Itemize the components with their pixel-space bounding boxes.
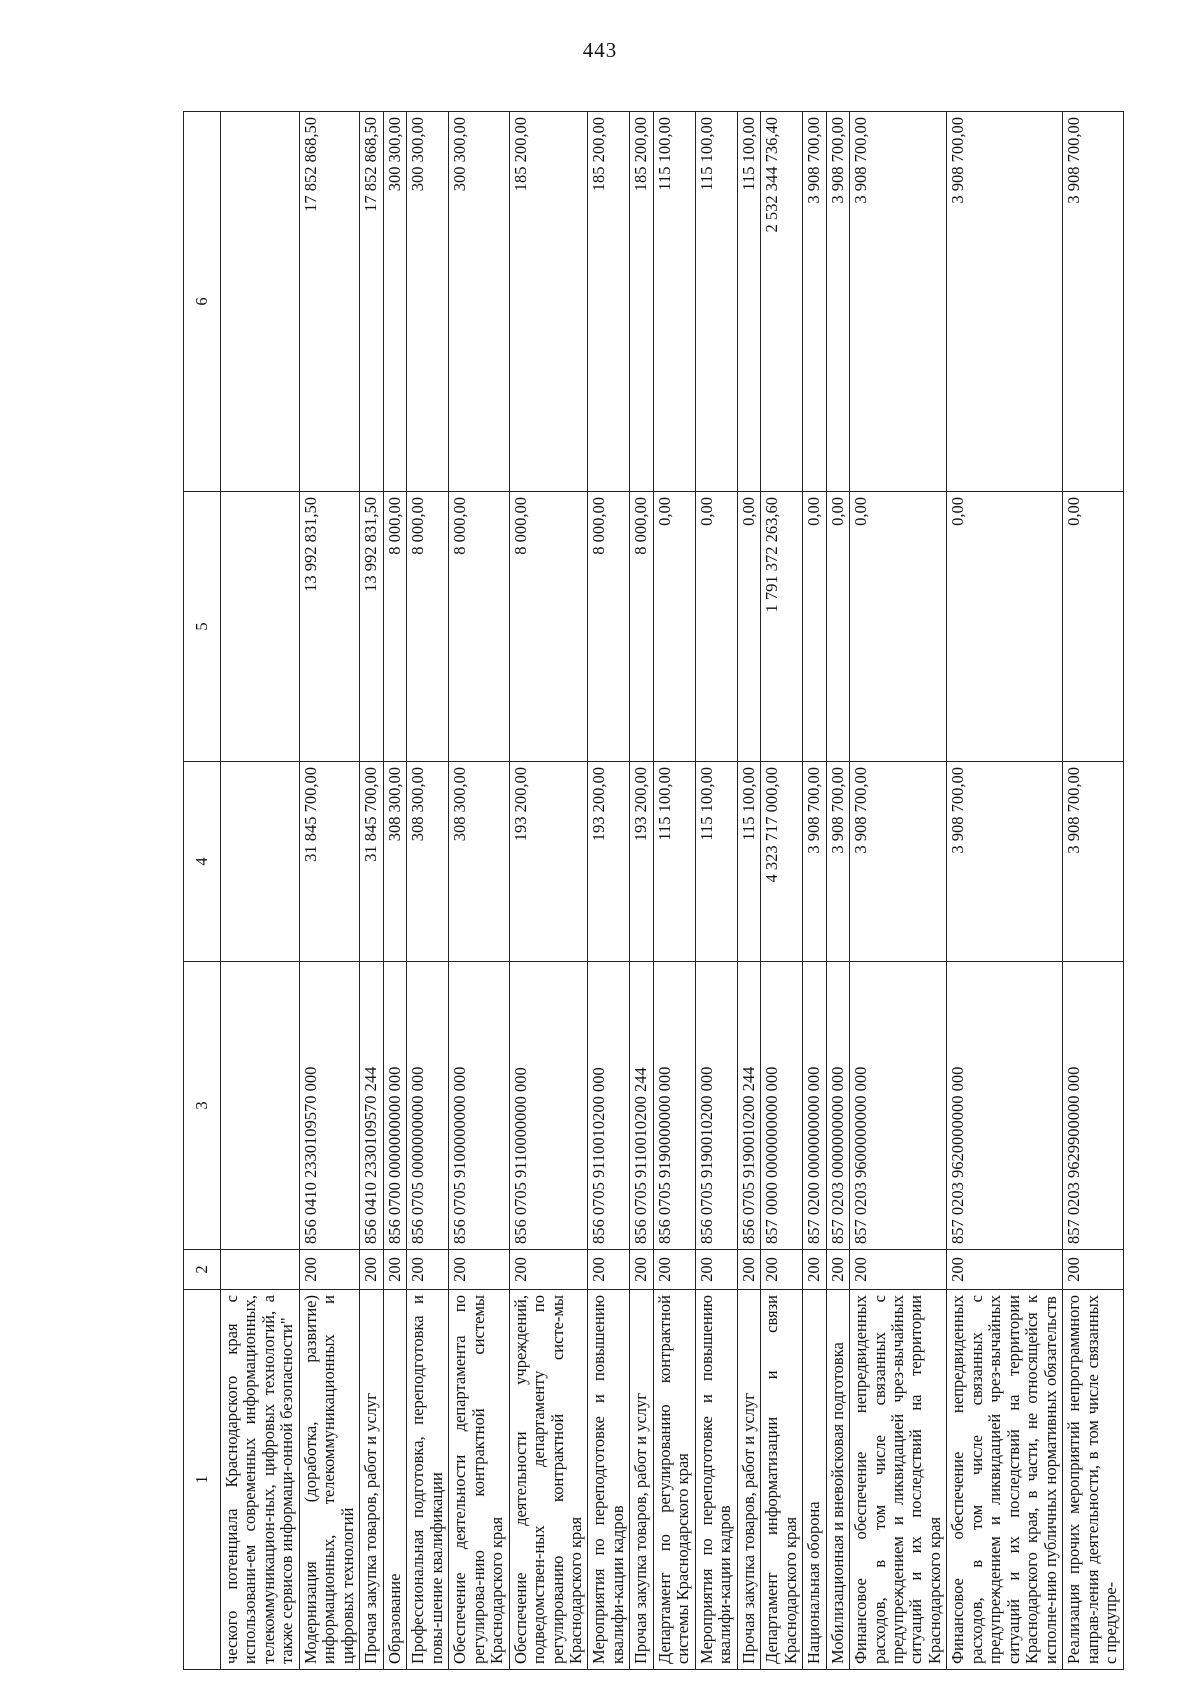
description-cell: Мероприятия по переподготовке и повышению квалифи-кации кадров xyxy=(695,1290,737,1670)
description-cell: Прочая закупка товаров, работ и услуг xyxy=(360,1290,383,1670)
amount-col6-cell: 3 908 700,00 xyxy=(1063,112,1123,492)
table-row xyxy=(360,112,383,1670)
amount-col4-cell: 3 908 700,00 xyxy=(826,762,849,962)
amount-col6-cell: 300 300,00 xyxy=(449,112,509,492)
amount-col6-cell: 3 908 700,00 xyxy=(803,112,826,492)
column-header-6: 6 xyxy=(184,112,221,492)
table-row xyxy=(653,112,695,1670)
description-cell: Мероприятия по переподготовке и повышению квалифи-кации кадров xyxy=(588,1290,630,1670)
amount-col6-cell: 115 100,00 xyxy=(653,112,695,492)
code-cell: 200 xyxy=(826,1250,849,1290)
amount-col5-cell: 0,00 xyxy=(947,492,1063,762)
amount-col4-cell: 193 200,00 xyxy=(630,762,653,962)
amount-col6-cell: 3 908 700,00 xyxy=(947,112,1063,492)
amount-col4-cell: 308 300,00 xyxy=(407,762,449,962)
table-body xyxy=(221,112,1124,1670)
table-row xyxy=(695,112,737,1670)
code-cell: 200 xyxy=(695,1250,737,1290)
description-cell: Модернизация (доработка, развитие) информационных, телекоммуникационных и цифровых технологий xyxy=(299,1290,359,1670)
description-cell: Финансовое обеспечение непредвиденных расходов, в том числе связанных с предупреждением и ликвидацией чрез-вычайных ситуаций и их последствий на территории Краснодарского края xyxy=(850,1290,947,1670)
classification-code-cell: 856 0705 9100000000 000 xyxy=(449,962,509,1250)
amount-col6-cell: 300 300,00 xyxy=(383,112,406,492)
amount-col5-cell: 0,00 xyxy=(826,492,849,762)
table-row xyxy=(630,112,653,1670)
amount-col6-cell: 115 100,00 xyxy=(695,112,737,492)
description-cell: Прочая закупка товаров, работ и услуг xyxy=(630,1290,653,1670)
column-header-1: 1 xyxy=(184,1290,221,1670)
amount-col6-cell: 3 908 700,00 xyxy=(850,112,947,492)
code-cell: 200 xyxy=(588,1250,630,1290)
amount-col6-cell: 3 908 700,00 xyxy=(826,112,849,492)
table-row xyxy=(850,112,947,1670)
amount-col5-cell: 8 000,00 xyxy=(588,492,630,762)
code-cell: 200 xyxy=(407,1250,449,1290)
classification-code-cell: 857 0203 9629900000 000 xyxy=(1063,962,1123,1250)
classification-code-cell: 856 0705 9110000000 000 xyxy=(509,962,588,1250)
table-header-row xyxy=(184,112,221,1670)
description-cell: Финансовое обеспечение непредвиденных расходов, в том числе связанных с предупреждением и ликвидацией чрез-вычайных ситуаций и их последствий на территории Краснодарского края, в части, не относящейся к исполне-нию публичных нормативных обязательств xyxy=(947,1290,1063,1670)
table-row xyxy=(737,112,760,1670)
amount-col5-cell: 8 000,00 xyxy=(407,492,449,762)
column-header-5: 5 xyxy=(184,492,221,762)
amount-col5-cell: 8 000,00 xyxy=(383,492,406,762)
table-row xyxy=(803,112,826,1670)
amount-col4-cell: 3 908 700,00 xyxy=(850,762,947,962)
amount-col6-cell: 185 200,00 xyxy=(630,112,653,492)
description-cell: Реализация прочих мероприятий непрограммного направ-ления деятельности, в том числе связанных с предупре- xyxy=(1063,1290,1123,1670)
amount-col5-cell: 0,00 xyxy=(737,492,760,762)
amount-col6-cell xyxy=(221,112,300,492)
page-number: 443 xyxy=(582,38,618,62)
code-cell: 200 xyxy=(509,1250,588,1290)
amount-col4-cell xyxy=(221,762,300,962)
amount-col5-cell: 0,00 xyxy=(653,492,695,762)
amount-col4-cell: 3 908 700,00 xyxy=(1063,762,1123,962)
table-row xyxy=(383,112,406,1670)
table-row xyxy=(407,112,449,1670)
amount-col4-cell: 115 100,00 xyxy=(653,762,695,962)
classification-code-cell: 857 0203 9600000000 000 xyxy=(850,962,947,1250)
column-header-3: 3 xyxy=(184,962,221,1250)
code-cell: 200 xyxy=(1063,1250,1123,1290)
classification-code-cell: 857 0000 0000000000 000 xyxy=(761,962,803,1250)
amount-col5-cell: 0,00 xyxy=(1063,492,1123,762)
amount-col4-cell: 3 908 700,00 xyxy=(803,762,826,962)
amount-col5-cell: 13 992 831,50 xyxy=(299,492,359,762)
table-row xyxy=(947,112,1063,1670)
amount-col4-cell: 4 323 717 000,00 xyxy=(761,762,803,962)
code-cell: 200 xyxy=(653,1250,695,1290)
classification-code-cell: 856 0700 0000000000 000 xyxy=(383,962,406,1250)
table-row xyxy=(509,112,588,1670)
classification-code-cell: 857 0200 0000000000 000 xyxy=(803,962,826,1250)
amount-col4-cell: 31 845 700,00 xyxy=(360,762,383,962)
description-cell: Департамент информатизации и связи Краснодарского края xyxy=(761,1290,803,1670)
table-row xyxy=(826,112,849,1670)
amount-col6-cell: 300 300,00 xyxy=(407,112,449,492)
table-row xyxy=(221,112,300,1670)
amount-col4-cell: 193 200,00 xyxy=(509,762,588,962)
amount-col5-cell: 1 791 372 263,60 xyxy=(761,492,803,762)
amount-col6-cell: 185 200,00 xyxy=(509,112,588,492)
classification-code-cell: 856 0705 0000000000 000 xyxy=(407,962,449,1250)
description-cell: Профессиональная подготовка, переподготовка и повы-шение квалификации xyxy=(407,1290,449,1670)
column-header-2: 2 xyxy=(184,1250,221,1290)
amount-col4-cell: 31 845 700,00 xyxy=(299,762,359,962)
description-cell: Департамент по регулированию контрактной системы Краснодарского края xyxy=(653,1290,695,1670)
code-cell: 200 xyxy=(383,1250,406,1290)
amount-col4-cell: 308 300,00 xyxy=(383,762,406,962)
table-row xyxy=(761,112,803,1670)
amount-col6-cell: 17 852 868,50 xyxy=(360,112,383,492)
classification-code-cell: 857 0203 9620000000 000 xyxy=(947,962,1063,1250)
amount-col5-cell: 8 000,00 xyxy=(630,492,653,762)
code-cell: 200 xyxy=(630,1250,653,1290)
amount-col5-cell: 8 000,00 xyxy=(449,492,509,762)
budget-table-frame xyxy=(183,112,1121,1670)
description-cell: Прочая закупка товаров, работ и услуг xyxy=(737,1290,760,1670)
amount-col6-cell: 185 200,00 xyxy=(588,112,630,492)
code-cell: 200 xyxy=(360,1250,383,1290)
amount-col6-cell: 2 532 344 736,40 xyxy=(761,112,803,492)
classification-code-cell: 856 0705 9190010200 244 xyxy=(737,962,760,1250)
code-cell: 200 xyxy=(850,1250,947,1290)
amount-col5-cell: 8 000,00 xyxy=(509,492,588,762)
table-row xyxy=(449,112,509,1670)
code-cell: 200 xyxy=(299,1250,359,1290)
classification-code-cell: 856 0705 9110010200 244 xyxy=(630,962,653,1250)
description-cell: Национальная оборона xyxy=(803,1290,826,1670)
classification-code-cell: 856 0705 9190010200 000 xyxy=(695,962,737,1250)
description-cell: Обеспечение деятельности департамента по регулирова-нию контрактной системы Краснодарского края xyxy=(449,1290,509,1670)
amount-col5-cell: 0,00 xyxy=(803,492,826,762)
budget-table xyxy=(183,111,1124,1670)
code-cell: 200 xyxy=(947,1250,1063,1290)
amount-col6-cell: 115 100,00 xyxy=(737,112,760,492)
code-cell: 200 xyxy=(761,1250,803,1290)
code-cell: 200 xyxy=(803,1250,826,1290)
amount-col4-cell: 115 100,00 xyxy=(737,762,760,962)
description-cell: ческого потенциала Краснодарского края с использовани-ем современных информационных, телекоммуникацион-ных, цифровых технологий, а также сервисов информаци-онной безопасности" xyxy=(221,1290,300,1670)
table-row xyxy=(588,112,630,1670)
classification-code-cell: 856 0410 2330109570 000 xyxy=(299,962,359,1250)
classification-code-cell: 856 0705 9110010200 000 xyxy=(588,962,630,1250)
amount-col5-cell: 0,00 xyxy=(695,492,737,762)
classification-code-cell: 856 0410 2330109570 244 xyxy=(360,962,383,1250)
amount-col5-cell: 0,00 xyxy=(850,492,947,762)
code-cell xyxy=(221,1250,300,1290)
classification-code-cell: 857 0203 0000000000 000 xyxy=(826,962,849,1250)
amount-col5-cell: 13 992 831,50 xyxy=(360,492,383,762)
amount-col5-cell xyxy=(221,492,300,762)
amount-col6-cell: 17 852 868,50 xyxy=(299,112,359,492)
description-cell: Мобилизационная и вневойсковая подготовка xyxy=(826,1290,849,1670)
column-header-4: 4 xyxy=(184,762,221,962)
table-row xyxy=(1063,112,1123,1670)
classification-code-cell xyxy=(221,962,300,1250)
description-cell: Обеспечение деятельности учреждений, подведомствен-ных департаменту по регулированию контрактной систе-мы Краснодарского края xyxy=(509,1290,588,1670)
classification-code-cell: 856 0705 9190000000 000 xyxy=(653,962,695,1250)
table-row xyxy=(299,112,359,1670)
amount-col4-cell: 308 300,00 xyxy=(449,762,509,962)
code-cell: 200 xyxy=(449,1250,509,1290)
amount-col4-cell: 115 100,00 xyxy=(695,762,737,962)
description-cell: Образование xyxy=(383,1290,406,1670)
code-cell: 200 xyxy=(737,1250,760,1290)
amount-col4-cell: 193 200,00 xyxy=(588,762,630,962)
amount-col4-cell: 3 908 700,00 xyxy=(947,762,1063,962)
